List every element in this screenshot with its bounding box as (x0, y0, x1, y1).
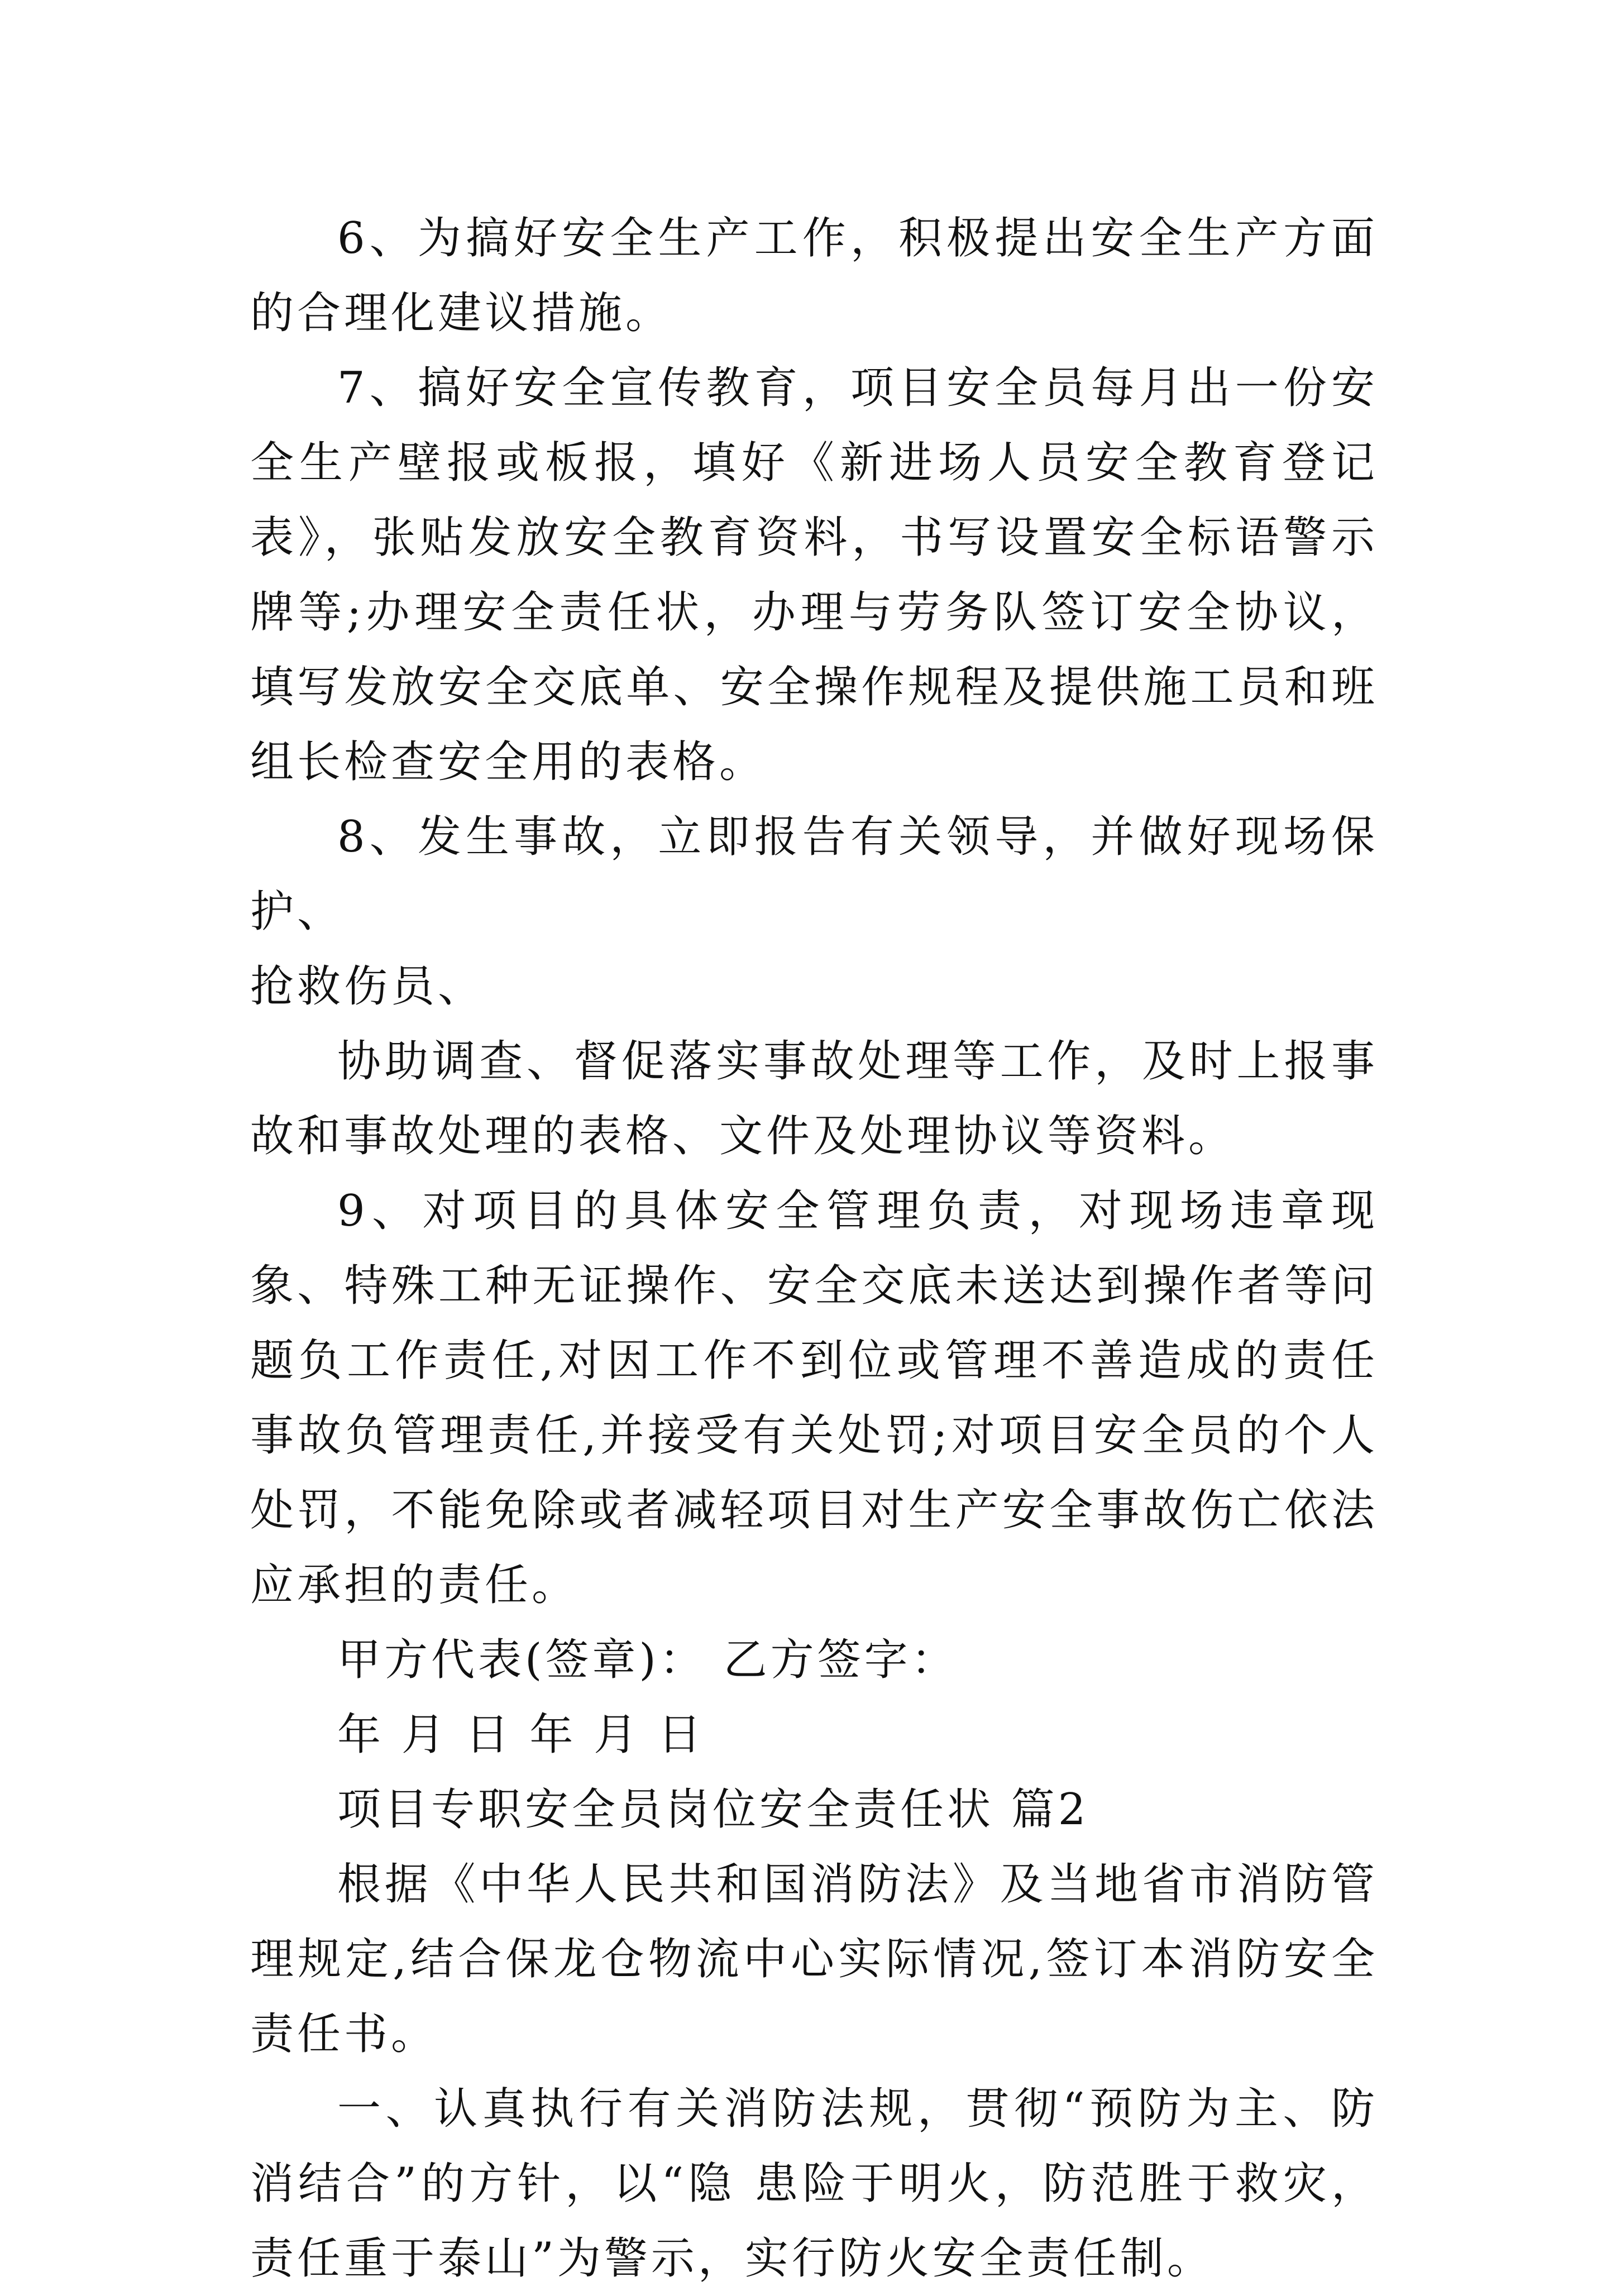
paragraph-item-9: 9、对项目的具体安全管理负责，对现场违章现象、特殊工种无证操作、安全交底未送达到操作者等问题负工作责任,对因工作不到位或管理不善造成的责任事故负管理责任,并接受有关处罚;对项目安全员的个人处罚，不能免除或者减轻项目对生产安全事故伤亡依法应承担的责任。 (250, 1186, 1378, 1610)
paragraph-item-6: 6、为搞好安全生产工作，积极提出安全生产方面的合理化建议措施。 (250, 213, 1378, 338)
section-title: 项目专职安全员岗位安全责任状 篇2 (337, 1785, 1089, 1835)
paragraph-item-7: 7、搞好安全宣传教育，项目安全员每月出一份安全生产壁报或板报，填好《新进场人员安全教育登记表》，张贴发放安全教育资料，书写设置安全标语警示牌等;办理安全责任状，办理与劳务队签订安全协议，填写发放安全交底单、安全操作规程及提供施工员和班组长检查安全用的表格。 (250, 363, 1378, 787)
date-line: 年 月 日 年 月 日 (337, 1710, 705, 1760)
document-body (250, 201, 1378, 2296)
paragraph-preamble: 根据《中华人民共和国消防法》及当地省市消防管理规定,结合保龙仓物流中心实际情况,签订本消防安全责任书。 (250, 1859, 1378, 2059)
paragraph-item-8-continued: 抢救伤员、 (250, 962, 485, 1012)
paragraph-clause-1: 一、认真执行有关消防法规，贯彻“预防为主、防消结合”的方针，以“隐 患险于明火，防范胜于救灾，责任重于泰山”为警示，实行防火安全责任制。 (250, 2084, 1378, 2284)
paragraph-item-8-assist: 协助调查、督促落实事故处理等工作，及时上报事故和事故处理的表格、文件及处理协议等资料。 (250, 1036, 1378, 1161)
paragraph-item-8: 8、发生事故，立即报告有关领导，并做好现场保护、 (250, 812, 1378, 937)
signature-line: 甲方代表(签章)： 乙方签字： (337, 1635, 958, 1685)
